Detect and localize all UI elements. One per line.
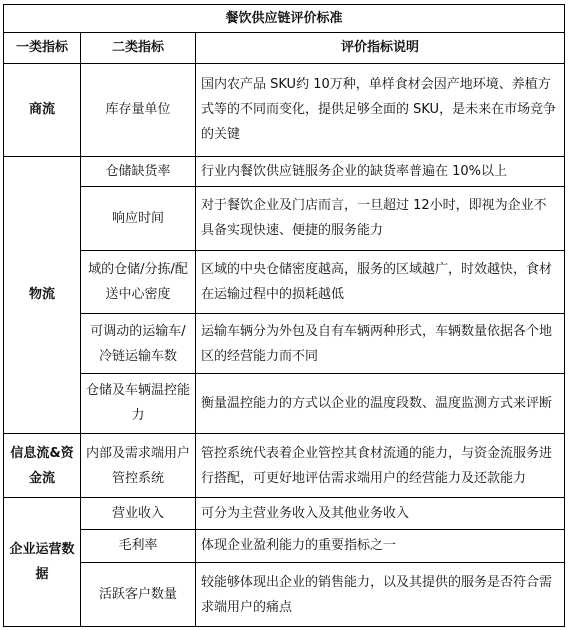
- header-row: [4, 33, 565, 63]
- description-cell: 国内农产品 SKU约 10万种，单样食材会因产地环境、养植方式等的不同而变化，提供足够全面的 SKU，是未来在市场竞争的关键: [196, 63, 565, 156]
- indicator-cell: 仓储缺货率: [81, 156, 196, 186]
- table-row: [4, 498, 565, 529]
- description-cell: 运输车辆分为外包及自有车辆两种形式，车辆数量依据各个地区的经营能力而不同: [196, 314, 565, 374]
- header-description: 评价指标说明: [196, 33, 565, 63]
- description-cell: 对于餐饮企业及门店而言，一旦超过 12小时，即视为企业不具备实现快速、便捷的服务能力: [196, 187, 565, 251]
- table-row: [4, 250, 565, 314]
- evaluation-table: [3, 4, 565, 627]
- table-row: [4, 529, 565, 562]
- header-indicator: 二类指标: [81, 33, 196, 63]
- description-cell: 可分为主营业务收入及其他业务收入: [196, 498, 565, 529]
- category-cell: 企业运营数据: [4, 498, 81, 627]
- table-row: [4, 374, 565, 434]
- table-row: [4, 63, 565, 156]
- table-row: [4, 187, 565, 251]
- indicator-cell: 毛利率: [81, 529, 196, 562]
- table-row: [4, 156, 565, 186]
- indicator-cell: 可调动的运输车/冷链运输车数: [81, 314, 196, 374]
- table-title: 餐饮供应链评价标准: [4, 5, 565, 33]
- table-row: [4, 563, 565, 627]
- indicator-cell: 内部及需求端用户管控系统: [81, 433, 196, 498]
- category-cell: 商流: [4, 63, 81, 156]
- category-cell: 物流: [4, 156, 81, 433]
- header-category: 一类指标: [4, 33, 81, 63]
- indicator-cell: 活跃客户数量: [81, 563, 196, 627]
- category-cell: 信息流&资金流: [4, 433, 81, 498]
- description-cell: 行业内餐饮供应链服务企业的缺货率普遍在 10%以上: [196, 156, 565, 186]
- indicator-cell: 域的仓储/分拣/配送中心密度: [81, 250, 196, 314]
- indicator-cell: 仓储及车辆温控能力: [81, 374, 196, 434]
- description-cell: 管控系统代表着企业管控其食材流通的能力，与资金流服务进行搭配，可更好地评估需求端用户的经营能力及还款能力: [196, 433, 565, 498]
- description-cell: 衡量温控能力的方式以企业的温度段数、温度监测方式来评断: [196, 374, 565, 434]
- indicator-cell: 营业收入: [81, 498, 196, 529]
- indicator-cell: 响应时间: [81, 187, 196, 251]
- title-row: [4, 5, 565, 33]
- description-cell: 体现企业盈利能力的重要指标之一: [196, 529, 565, 562]
- indicator-cell: 库存量单位: [81, 63, 196, 156]
- description-cell: 较能够体现出企业的销售能力，以及其提供的服务是否符合需求端用户的痛点: [196, 563, 565, 627]
- description-cell: 区域的中央仓储密度越高，服务的区域越广，时效越快，食材在运输过程中的损耗越低: [196, 250, 565, 314]
- table-row: [4, 433, 565, 498]
- table-row: [4, 314, 565, 374]
